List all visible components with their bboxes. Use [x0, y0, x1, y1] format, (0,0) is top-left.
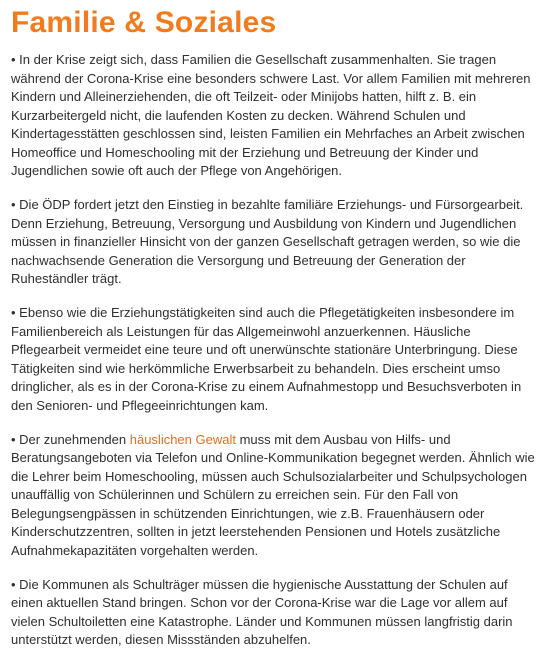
- domestic-violence-link[interactable]: häuslichen Gewalt: [129, 431, 236, 447]
- paragraph-paid-care-work: • Die ÖDP fordert jetzt den Einstieg in bezahlte familiäre Erziehungs- und Fürsorgearbeit. Denn Erziehung, Betreuung, Versorgung und Ausbildung von Kindern und Jugendlichen müssen in finanzieller Hinsicht von der ganzen Gesellschaft getragen werden, so wie die nachwachsende Generation die Versorgung und Betreuung der Generation der Ruheständler trägt.: [11, 197, 524, 286]
- article: [11, 0, 537, 665]
- paragraph-families-in-crisis: • In der Krise zeigt sich, dass Familien die Gesellschaft zusammenhalten. Sie tragen während der Corona-Krise eine besonders schwere Last. Vor allem Familien mit mehreren Kindern und Alleinerziehenden, die oft Teilzeit- oder Minijobs hatten, hilft z. B. ein Kurzarbeitergeld nicht, die laufenden Kosten zu decken. Während Schulen und Kindertagesstätten geschlossen sind, leisten Familien ein Mehrfaches an Arbeit zwischen Homeoffice und Homeschooling mit der Erziehung und Betreuung der Kinder und Jugendlichen sowie oft auch der Pflege von Angehörigen.: [11, 52, 531, 178]
- paragraph-text-after-link: muss mit dem Ausbau von Hilfs- und Beratungsangeboten via Telefon und Online-Kommunikation begegnet werden. Ähnlich wie die Lehrer beim Homeschooling, müssen auch Schulsozialarbeiter und Schulpsychologen unauffällig von Schülerinnen und Schülern zu erreichen sein. Für den Fall von Belegungsengpässen in schützenden Einrichtungen, wie z.B. Frauenhäusern oder Kinderschutzzentren, sollten in jetzt leerstehenden Pensionen und Hotels zusätzliche Aufnahmekapazitäten vorgehalten werden.: [11, 431, 535, 558]
- paragraph-nursing-care: • Ebenso wie die Erziehungstätigkeiten sind auch die Pflegetätigkeiten insbesondere im Familienbereich als Leistungen für das Allgemeinwohl anzuerkennen. Häusliche Pflegearbeit vermeidet eine teure und oft unerwünschte stationäre Unterbringung. Diese Tätigkeiten sind wie herkömmliche Erwerbsarbeit zu behandeln. Dies erscheint umso dringlicher, als es in der Corona-Krise zu einem Aufnahmestopp und Besuchsverboten in den Senioren- und Pflegeeinrichtungen kam.: [11, 305, 522, 413]
- paragraph-domestic-violence: [11, 431, 537, 561]
- paragraph-text-before-link: • Der zunehmenden: [11, 431, 130, 447]
- paragraph-school-hygiene: • Die Kommunen als Schulträger müssen die hygienische Ausstattung der Schulen auf einen aktuellen Stand bringen. Schon vor der Corona-Krise war die Lage vor allem auf vielen Schultoiletten eine Katastrophe. Länder und Kommunen müssen langfristig darin unterstützt werden, diesen Missständen abzuhelfen.: [11, 576, 513, 647]
- article-body: [11, 51, 537, 650]
- page-title: Familie & Soziales: [11, 6, 277, 39]
